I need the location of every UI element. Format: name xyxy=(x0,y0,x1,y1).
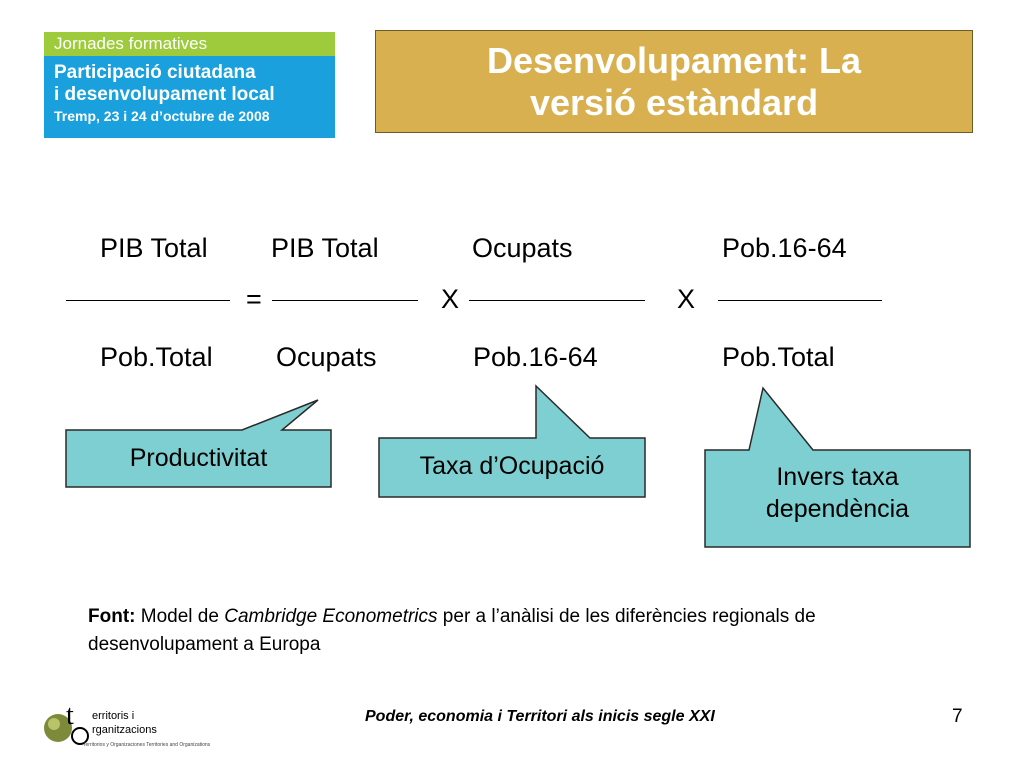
source-text-after: per a l’anàlisi de les diferències regionals de desenvolupament a Europa xyxy=(88,606,816,655)
numerator-2: PIB Total xyxy=(271,233,379,263)
callout-productivitat-text: Productivitat xyxy=(129,444,268,472)
source-italic: Cambridge Econometrics xyxy=(224,606,438,627)
numerator-1: PIB Total xyxy=(100,233,208,263)
banner-top-label: Jornades formatives xyxy=(44,32,335,56)
denominator-3: Pob.16-64 xyxy=(473,342,598,372)
callout-invers-line-2: dependència xyxy=(765,495,910,523)
source-note xyxy=(88,603,948,659)
source-label: Font: xyxy=(88,606,136,627)
logo-word-2: rganitzacions xyxy=(92,724,157,736)
operator-times-2: X xyxy=(677,284,696,314)
callout-taxa-ocupacio-text: Taxa d’Ocupació xyxy=(419,452,605,480)
banner-date: Tremp, 23 i 24 d’octubre de 2008 xyxy=(54,108,270,124)
banner-line-2: i desenvolupament local xyxy=(54,84,275,105)
numerator-4: Pob.16-64 xyxy=(722,233,847,263)
footer-title: Poder, economia i Territori als inicis segle XXI xyxy=(365,708,715,725)
svg-text:t: t xyxy=(66,702,74,731)
slide-title-line-2: versió estàndard xyxy=(529,81,819,123)
page-number: 7 xyxy=(952,706,963,727)
denominator-1: Pob.Total xyxy=(100,342,213,372)
territoris-logo xyxy=(40,702,235,752)
slide-title-line-1: Desenvolupament: La xyxy=(486,39,862,81)
operator-times-1: X xyxy=(441,284,460,314)
callout-invers-line-1: Invers taxa xyxy=(776,463,899,491)
numerator-3: Ocupats xyxy=(472,233,573,263)
banner-line-1: Participació ciutadana xyxy=(54,62,256,83)
operator-equals: = xyxy=(246,284,262,314)
callout-invers-text xyxy=(705,461,970,525)
denominator-4: Pob.Total xyxy=(722,342,835,372)
source-text-before: Model de xyxy=(135,606,225,627)
denominator-2: Ocupats xyxy=(276,342,377,372)
logo-subtitle: Territorios y Organizaciones Territories and Organizations xyxy=(83,742,211,748)
logo-word-1: erritoris i xyxy=(92,710,135,722)
